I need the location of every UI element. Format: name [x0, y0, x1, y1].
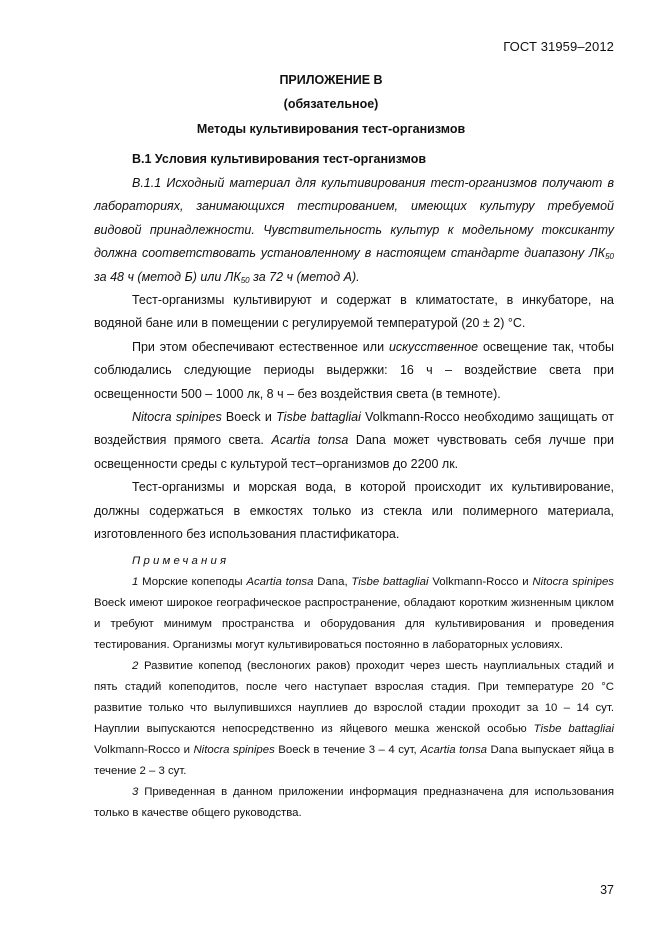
- appendix-subject: Методы культивирования тест-организмов: [196, 122, 466, 136]
- species-name: Tisbe battagliai: [276, 410, 361, 425]
- note-number: 3: [132, 786, 139, 798]
- appendix-status: (обязательное): [283, 97, 379, 111]
- note-3: [94, 782, 614, 824]
- paragraph-lighting-text-a: При этом обеспечивают естественное или: [132, 339, 389, 354]
- page-number: 37: [600, 883, 614, 897]
- lk50-subscript-1: 50: [605, 252, 614, 262]
- notes-block: [94, 551, 614, 824]
- lk50-subscript-2: 50: [240, 275, 250, 285]
- paragraph-b11-text-a: В.1.1 Исходный материал для культивирования тест-организмов получают в лабораториях, занимающихся тестированием, имеющих культуру требуемой видовой принадлежности. Чувствительность культур к модельному токсиканту должна соответствовать установленному в настоящем стандарте диапазону ЛК: [94, 176, 614, 261]
- note-text: Dana выпускает яйца в течение 2 – 3 сут.: [94, 744, 615, 777]
- paragraph-text: Boeck и: [221, 410, 277, 425]
- species-name: Tisbe battagliai: [351, 576, 429, 588]
- note-number: 2: [132, 660, 139, 672]
- note-text: Volkmann-Rocco и: [94, 744, 194, 756]
- paragraph-text: Volkmann-Rocco необходимо защищать от воздействия прямого света.: [94, 410, 615, 448]
- note-text: Volkmann-Rocco и: [428, 576, 533, 588]
- species-name: Tisbe battagliai: [533, 723, 615, 735]
- note-text: Приведенная в данном приложении информация предназначена для использования только в качестве общего руководства.: [94, 786, 614, 819]
- notes-heading: Примечания: [132, 555, 230, 567]
- paragraph-containers: Тест-организмы и морская вода, в которой происходит их культивирование, должны содержаться в емкостях только из стекла или полимерного материала, изготовленного без использования пластификатора.: [94, 480, 614, 542]
- note-text: Dana,: [313, 576, 352, 588]
- note-2: [94, 656, 614, 782]
- paragraph-b11-text-b: за 48 ч (метод Б) или ЛК: [94, 269, 241, 284]
- paragraph-lighting: [94, 336, 614, 406]
- paragraph-lighting-text-c: освещение так, чтобы соблюдались следующие периоды выдержки: 16 ч – воздействие света при освещенности 500 – 1000 лк, 8 ч – без воздействия света (в темноте).: [94, 339, 614, 401]
- note-text: Развитие копепод (веслоногих раков) проходит через шесть науплиальных стадий и пять стадий копеподитов, после чего наступает взрослая стадия. При температуре 20 °С развитие только что вылупившихся науплиев до взрослой стадии проходит за 10 – 14 сут. Науплии выпускаются непосредственно из яйцевого мешка женской особью: [94, 660, 614, 735]
- species-name: Acartia tonsa: [246, 576, 314, 588]
- paragraph-b11-text-c: за 72 ч (метод А).: [249, 269, 360, 284]
- main-text: [94, 172, 614, 547]
- note-text: Boeck в течение 3 – 4 сут,: [274, 744, 421, 756]
- species-name: Nitocra spinipes: [132, 410, 222, 425]
- species-name: Acartia tonsa: [420, 744, 487, 756]
- species-name: Acartia tonsa: [271, 433, 349, 448]
- paragraph-light-protection: [94, 406, 614, 476]
- species-name: Nitocra spinipes: [532, 576, 614, 588]
- paragraph-temperature: Тест-организмы культивируют и содержат в климатостате, в инкубаторе, на водяной бане или в помещении с регулируемой температурой (20 ± 2) °С.: [94, 293, 614, 331]
- species-name: Nitocra spinipes: [193, 744, 275, 756]
- note-text: Boeck имеют широкое географическое распространение, обладают коротким жизненным циклом и требуют минимум пространства и оборудования для культивирования и проведения тестирования. Организмы могут культивироваться постоянно в лабораторных условиях.: [94, 597, 614, 651]
- note-number: 1: [132, 576, 139, 588]
- note-1: [94, 572, 614, 656]
- appendix-title: ПРИЛОЖЕНИЕ В: [279, 73, 383, 87]
- paragraph-lighting-italic: искусственное: [388, 339, 479, 354]
- paragraph-text: Dana может чувствовать себя лучше при освещенности среды с культурой тест–организмов до 2200 лк.: [94, 433, 614, 471]
- note-text: Морские копеподы: [138, 576, 247, 588]
- standard-number: ГОСТ 31959–2012: [503, 39, 614, 54]
- paragraph-b11: [94, 172, 614, 289]
- section-heading: В.1 Условия культивирования тест-организмов: [132, 152, 427, 166]
